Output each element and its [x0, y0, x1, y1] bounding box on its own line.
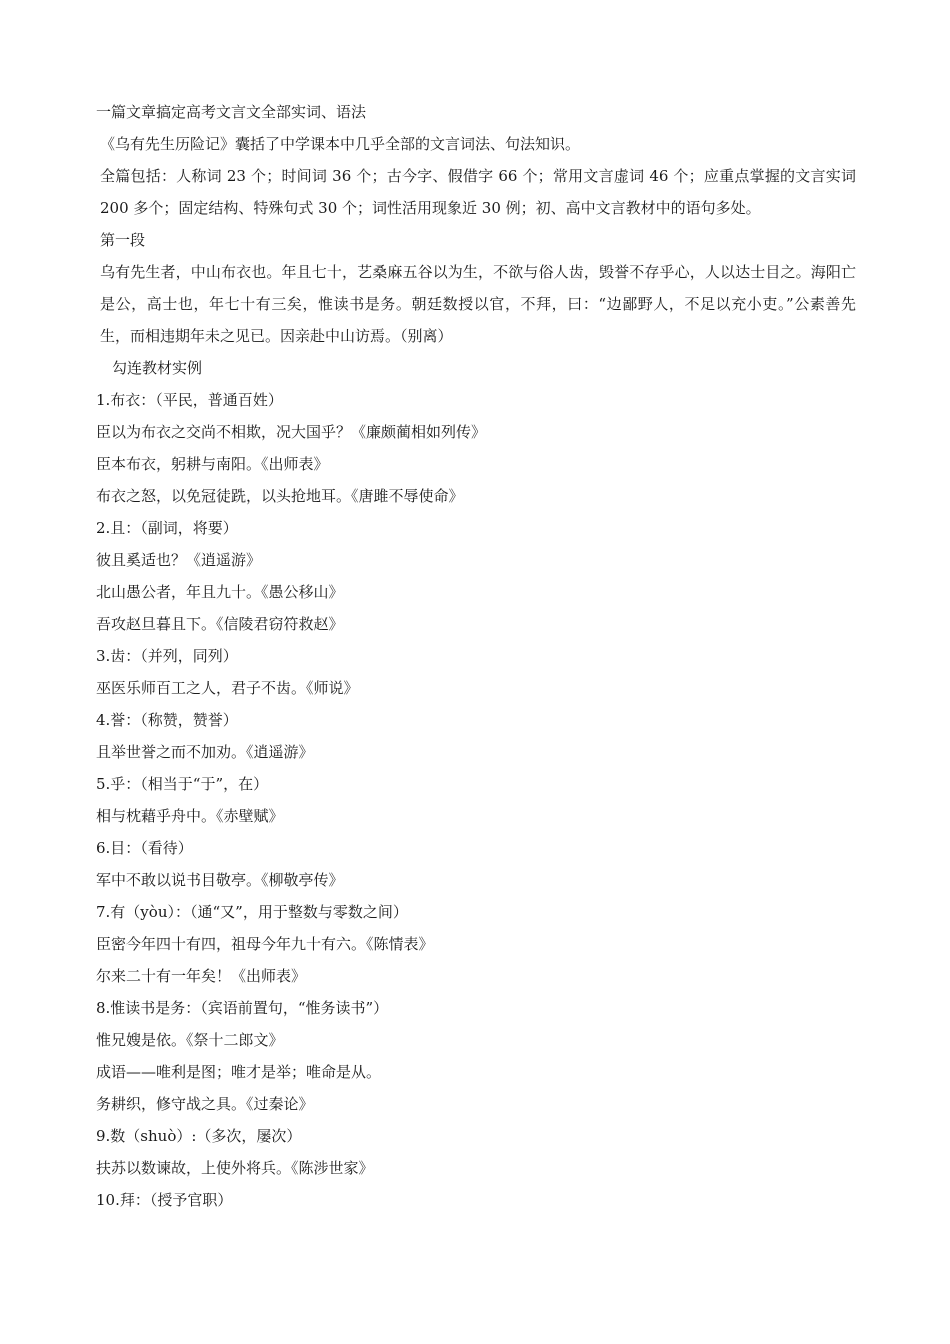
example-line: 5.乎：（相当于“于”，在）: [96, 775, 269, 793]
example-line: 布衣之怒，以免冠徒跣，以头抢地耳。《唐雎不辱使命》: [96, 487, 464, 505]
example-line: 臣密今年四十有四，祖母今年九十有六。《陈情表》: [96, 935, 434, 953]
example-line: 彼且奚适也？《逍遥游》: [96, 551, 262, 569]
example-line: 10.拜：（授予官职）: [96, 1191, 233, 1209]
section-heading: 第一段: [100, 231, 146, 249]
summary-paragraph: 全篇包括：人称词 23 个；时间词 36 个；古今字、假借字 66 个；常用文言虚词 46 个；应重点掌握的文言实词 200 多个；固定结构、特殊句式 30 个；词性活用现象近 30 例；初、高中文言教材中的语句多处。: [100, 167, 856, 217]
example-line: 务耕织，修守战之具。《过秦论》: [96, 1095, 314, 1113]
example-line: 成语——唯利是图；唯才是举；唯命是从。: [96, 1063, 382, 1081]
example-line: 9.数（shuò）:（多次，屡次）: [96, 1127, 302, 1145]
examples-heading: 勾连教材实例: [112, 359, 203, 377]
document-page: [96, 96, 856, 1216]
example-line: 巫医乐师百工之人，君子不齿。《师说》: [96, 679, 359, 697]
passage-paragraph: 乌有先生者，中山布衣也。年且七十，艺桑麻五谷以为生，不欲与俗人齿，毁誉不存乎心，人以达士目之。海阳亡是公，高士也，年七十有三矣，惟读书是务。朝廷数授以官，不拜，曰：“边鄙野人，不足以充小吏。”公素善先生，而相违期年未之见已。因亲赴中山访焉。（别离）: [100, 263, 856, 345]
example-line: 8.惟读书是务：（宾语前置句，“惟务读书”）: [96, 999, 389, 1017]
example-line: 2.且：（副词，将要）: [96, 519, 238, 537]
example-line: 尔来二十有一年矣！《出师表》: [96, 967, 307, 985]
example-line: 且举世誉之而不加劝。《逍遥游》: [96, 743, 314, 761]
document-title: 一篇文章搞定高考文言文全部实词、语法: [96, 103, 367, 121]
example-line: 相与枕藉乎舟中。《赤壁赋》: [96, 807, 284, 825]
example-line: 臣本布衣，躬耕与南阳。《出师表》: [96, 455, 329, 473]
intro-paragraph: 《乌有先生历险记》囊括了中学课本中几乎全部的文言词法、句法知识。: [100, 135, 581, 153]
example-line: 吾攻赵旦暮且下。《信陵君窃符救赵》: [96, 615, 344, 633]
example-line: 6.目：（看待）: [96, 839, 193, 857]
example-line: 军中不敢以说书目敬亭。《柳敬亭传》: [96, 871, 344, 889]
example-line: 4.誉：（称赞，赞誉）: [96, 711, 238, 729]
example-line: 惟兄嫂是依。《祭十二郎文》: [96, 1031, 284, 1049]
example-line: 1.布衣：（平民，普通百姓）: [96, 391, 283, 409]
example-line: 7.有（yòu）：（通“又”，用于整数与零数之间）: [96, 903, 408, 921]
example-line: 北山愚公者，年且九十。《愚公移山》: [96, 583, 344, 601]
example-line: 臣以为布衣之交尚不相欺，况大国乎？《廉颇蔺相如列传》: [96, 423, 487, 441]
example-line: 3.齿：（并列，同列）: [96, 647, 238, 665]
example-line: 扶苏以数谏故，上使外将兵。《陈涉世家》: [96, 1159, 374, 1177]
